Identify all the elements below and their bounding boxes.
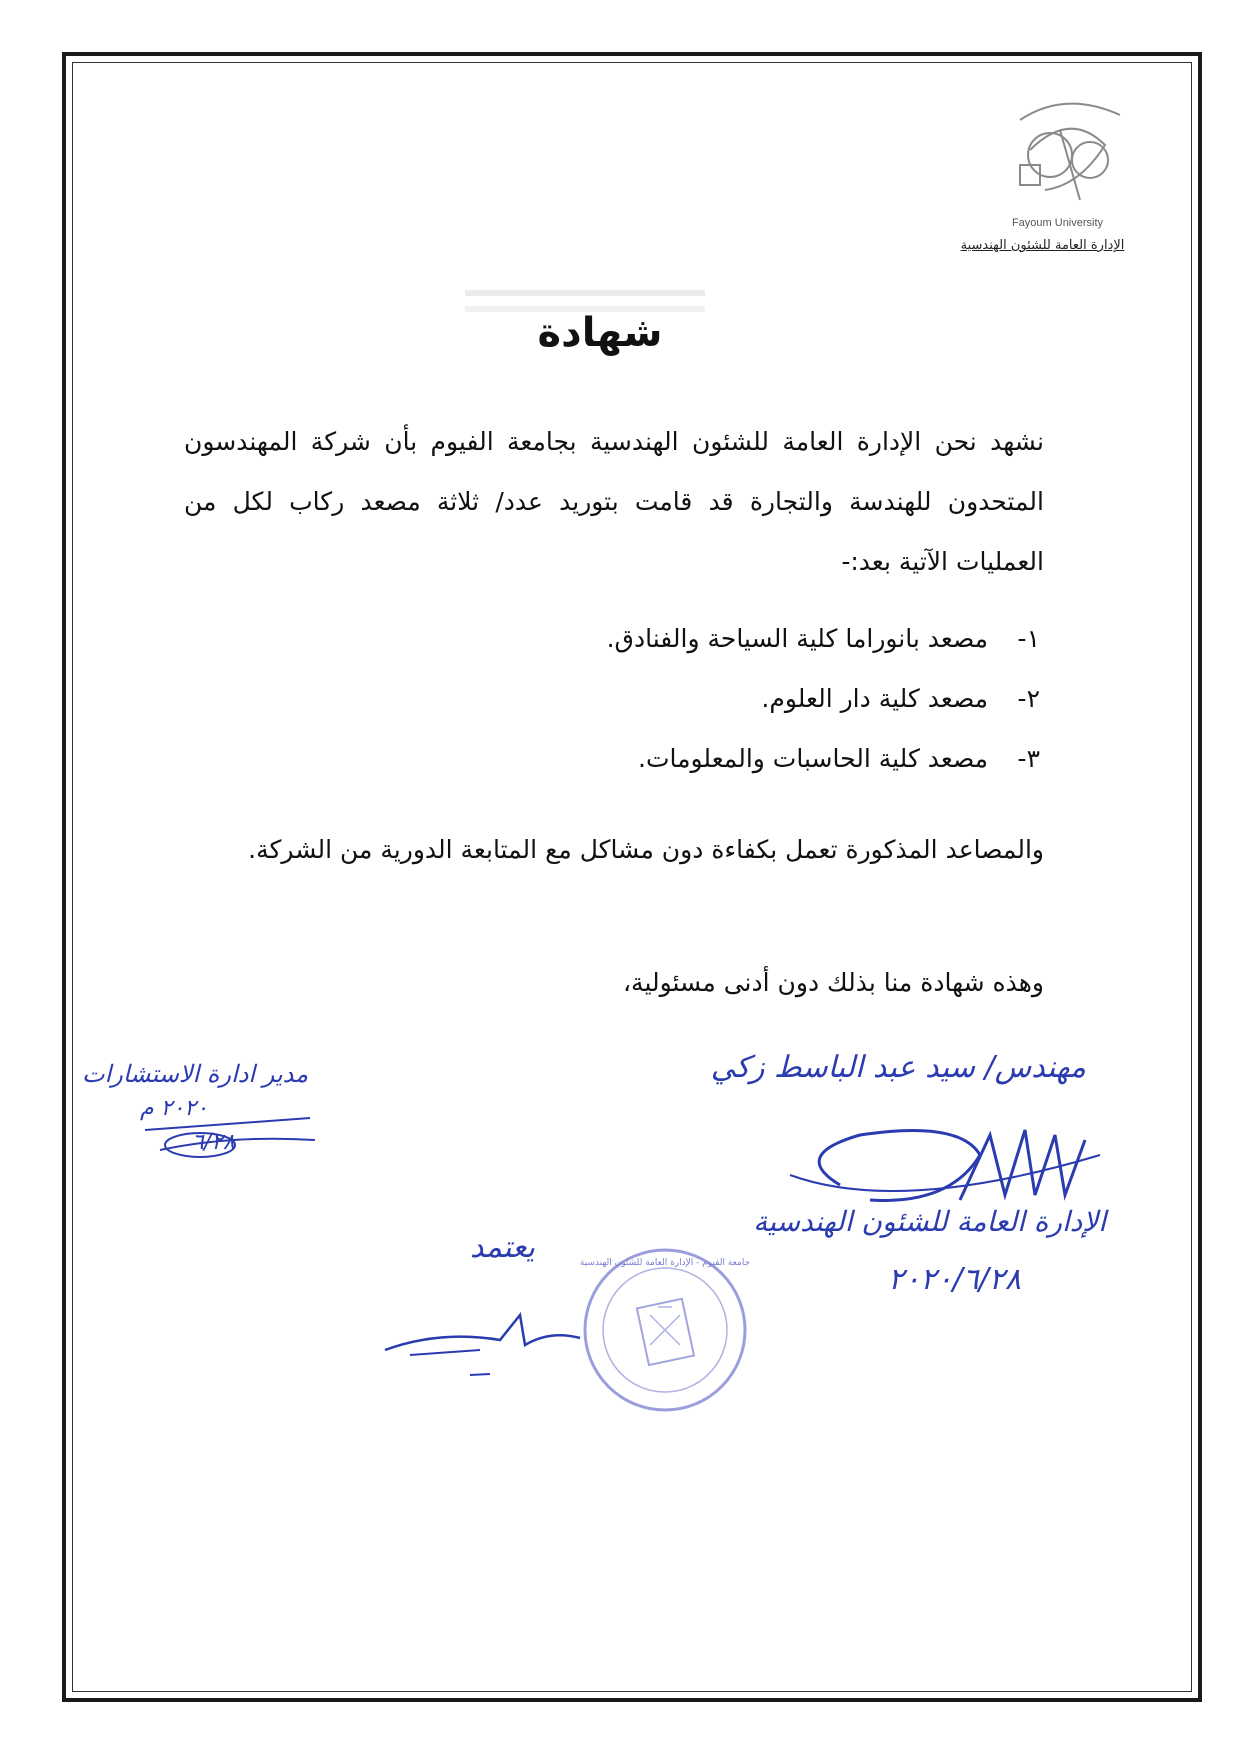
- stamp-text: جامعة الفيوم - الإدارة العامة للشئون الهندسية: [579, 1258, 751, 1268]
- list-item-number: ٣-: [1017, 744, 1040, 773]
- list-item: [607, 624, 1040, 653]
- list-item-number: ٢-: [1017, 684, 1040, 713]
- handwritten-note-left-year: ٢٠٢٠ م: [140, 1096, 208, 1121]
- list-item-text: مصعد بانوراما كلية السياحة والفنادق.: [606, 624, 989, 653]
- paragraph-intro: نشهد نحن الإدارة العامة للشئون الهندسية بجامعة الفيوم بأن شركة المهندسون المتحدون للهندسة والتجارة قد قامت بتوريد عدد/ ثلاثة مصعد ركاب لكل من العمليات الآتية بعد:-: [184, 427, 1044, 576]
- page-title: [400, 310, 800, 356]
- signer-name: مهندس/ سيد عبد الباسط زكي: [710, 1050, 1086, 1085]
- closing-statement: وهذه شهادة منا بذلك دون أدنى مسئولية،: [622, 968, 1044, 997]
- list-item-number: ١-: [1017, 624, 1040, 653]
- logo-english-caption: Fayoum University: [1011, 217, 1104, 229]
- official-stamp: [580, 1245, 750, 1415]
- paragraph-status: والمصاعد المذكورة تعمل بكفاءة دون مشاكل مع المتابعة الدورية من الشركة.: [248, 835, 1044, 864]
- department-name: الإدارة العامة للشئون الهندسية: [960, 238, 1125, 253]
- approval-signature: [380, 1300, 590, 1380]
- handwritten-note-left: مدير ادارة الاستشارات: [82, 1060, 309, 1088]
- title-text: شهادة: [537, 310, 663, 356]
- approval-note: يعتمد: [470, 1230, 535, 1265]
- list-item-text: مصعد كلية الحاسبات والمعلومات.: [638, 744, 989, 773]
- list-item-text: مصعد كلية دار العلوم.: [761, 684, 989, 713]
- university-logo: [990, 90, 1140, 220]
- faint-background-text: [465, 290, 705, 312]
- signature-date: ٢٠٢٠/٦/٢٨: [887, 1262, 1021, 1297]
- list-item: [638, 744, 1040, 773]
- handwritten-scribble-left: [140, 1110, 320, 1160]
- handwritten-note-left-date: ٦/٢٨: [192, 1130, 235, 1155]
- list-item: [761, 684, 1040, 713]
- signer-title: الإدارة العامة للشئون الهندسية: [753, 1205, 1106, 1238]
